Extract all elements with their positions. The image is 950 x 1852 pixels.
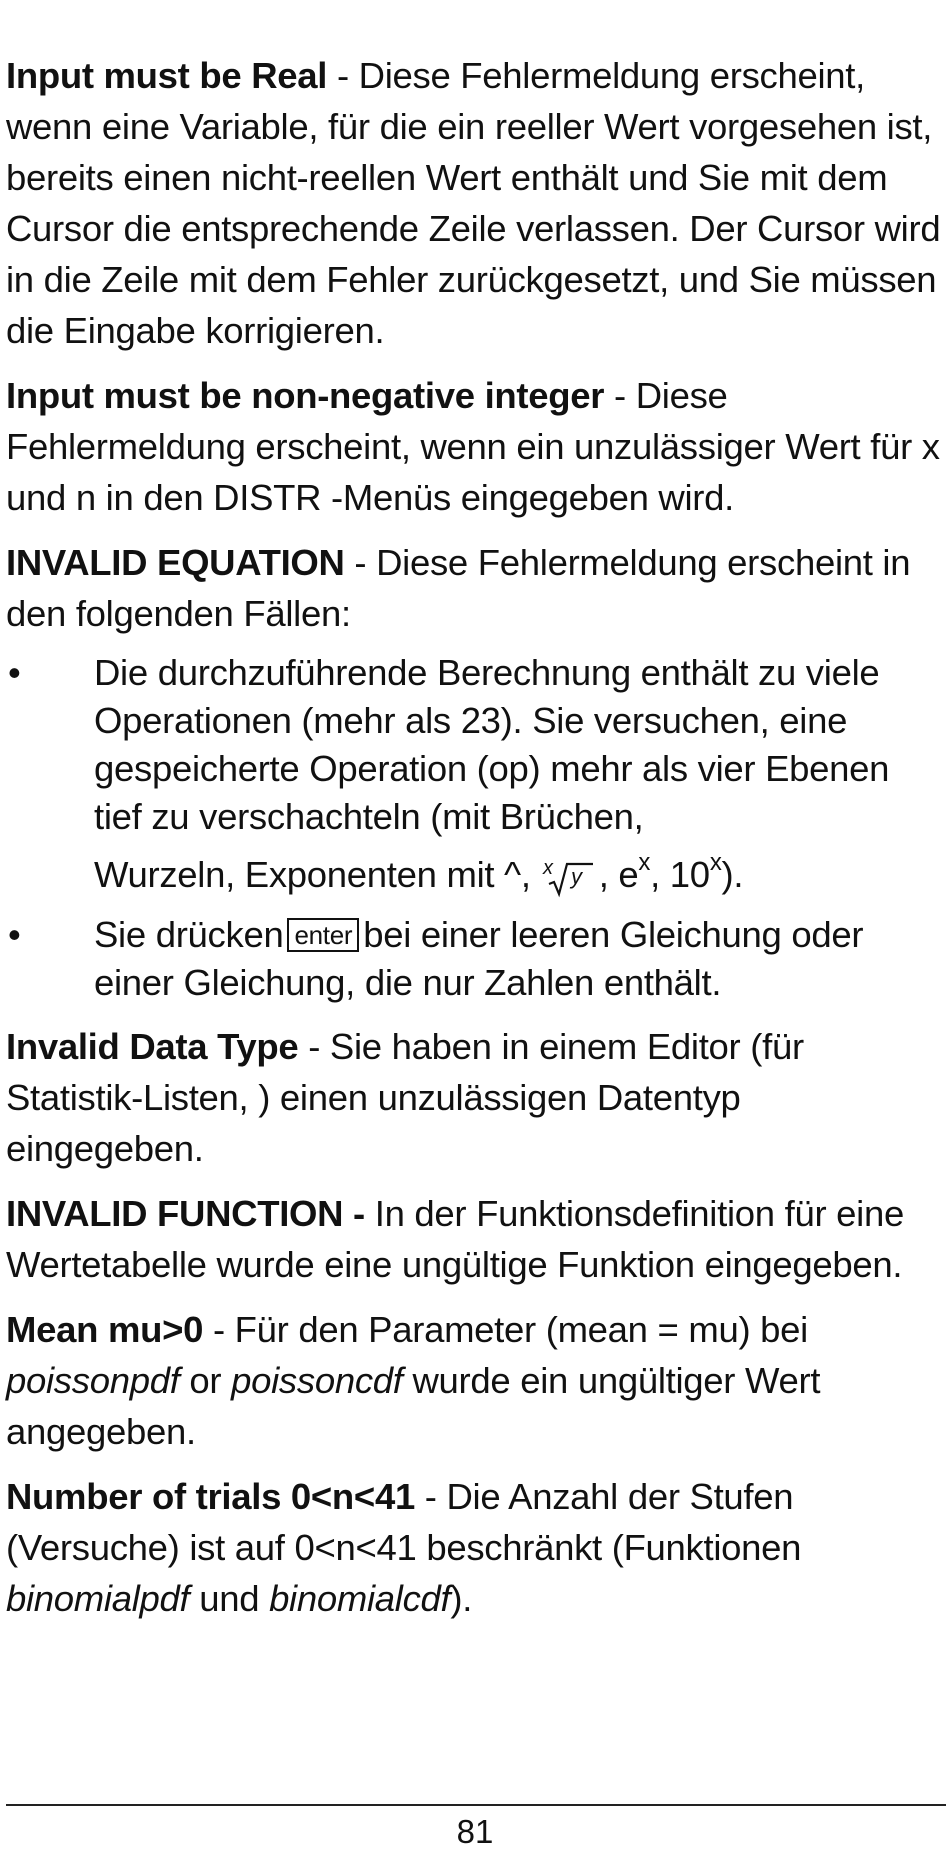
entry-invalid-function — [6, 1188, 946, 1290]
error-description: - Diese Fehlermeldung erscheint, wenn ein unzulässiger Wert für x und n in den DISTR -Menüs eingegeben wird. — [6, 375, 940, 518]
radicand-label: y — [570, 864, 582, 890]
bullet-mark: • — [8, 652, 21, 693]
x-root-y-icon — [535, 860, 595, 900]
enter-key-icon: enter — [287, 918, 359, 952]
error-term: INVALID EQUATION — [6, 542, 345, 583]
bullet-text-fragment: Sie drücken — [94, 914, 284, 955]
invalid-equation-cases-list — [6, 649, 946, 1007]
bullet-text-fragment: , e — [598, 854, 639, 895]
page-number: 81 — [456, 1813, 494, 1850]
function-name: poissoncdf — [231, 1360, 403, 1401]
exponent-x: x — [638, 848, 651, 876]
list-item — [6, 911, 946, 1007]
error-description: ). — [450, 1578, 473, 1619]
error-description: - Für den Parameter (mean = mu) bei — [203, 1309, 808, 1350]
bullet-text-fragment: , 10 — [650, 854, 710, 895]
bullet-text: Die durchzuführende Berechnung enthält zu viele Operationen (mehr als 23). Sie versuchen, eine gespeicherte Operation (op) mehr als vier Ebenen tief zu verschachteln (mit Brüchen, — [94, 652, 890, 837]
root-index-label: x — [542, 860, 553, 880]
error-description: - Die Anzahl der Stufen (Versuche) ist auf 0<n<41 beschränkt (Funktionen — [6, 1476, 802, 1568]
entry-input-must-be-real — [6, 50, 946, 356]
error-term: Input must be non-negative integer — [6, 375, 605, 416]
error-term: Number of trials 0<n<41 — [6, 1476, 415, 1517]
error-description: or — [179, 1360, 232, 1401]
exponent-x: x — [709, 848, 722, 876]
error-description: - Sie haben in einem Editor (für Statistik-Listen, ) einen unzulässigen Datentyp eingegeben. — [6, 1026, 804, 1169]
bullet-text-fragment: Wurzeln, Exponenten mit ^, — [94, 854, 531, 895]
entry-mean-mu — [6, 1304, 946, 1457]
bullet-text-fragment: bei einer leeren Gleichung oder einer Gleichung, die nur Zahlen enthält. — [94, 914, 864, 1003]
entry-input-non-negative-integer — [6, 370, 946, 523]
list-item — [6, 649, 946, 901]
document-body — [6, 50, 946, 1638]
error-description: wurde ein ungültiger Wert angegeben. — [6, 1360, 821, 1452]
function-name: poissonpdf — [6, 1360, 180, 1401]
error-description: - Diese Fehlermeldung erscheint in den folgenden Fällen: — [6, 542, 911, 634]
error-description: - Diese Fehlermeldung erscheint, wenn eine Variable, für die ein reeller Wert vorgesehen ist, bereits einen nicht-reellen Wert enthält und Sie mit dem Cursor die entsprechende Zeile verlassen. Der Cursor wird in die Zeile mit dem Fehler zurückgesetzt, und Sie müssen die Eingabe korrigieren. — [6, 55, 941, 351]
error-description: In der Funktionsdefinition für eine Wertetabelle wurde eine ungültige Funktion eingegeben. — [6, 1193, 904, 1285]
bullet-mark: • — [8, 914, 21, 955]
footer-divider — [6, 1804, 946, 1806]
entry-invalid-equation — [6, 537, 946, 639]
bullet-text-fragment: ). — [721, 854, 744, 895]
error-term: INVALID FUNCTION - — [6, 1193, 365, 1234]
error-description: und — [189, 1578, 270, 1619]
error-term: Input must be Real — [6, 55, 328, 96]
function-name: binomialpdf — [6, 1578, 190, 1619]
entry-number-of-trials — [6, 1471, 946, 1624]
entry-invalid-data-type — [6, 1021, 946, 1174]
bullet-text-line2 — [94, 849, 946, 901]
error-term: Mean mu>0 — [6, 1309, 204, 1350]
error-term: Invalid Data Type — [6, 1026, 299, 1067]
function-name: binomialcdf — [269, 1578, 451, 1619]
